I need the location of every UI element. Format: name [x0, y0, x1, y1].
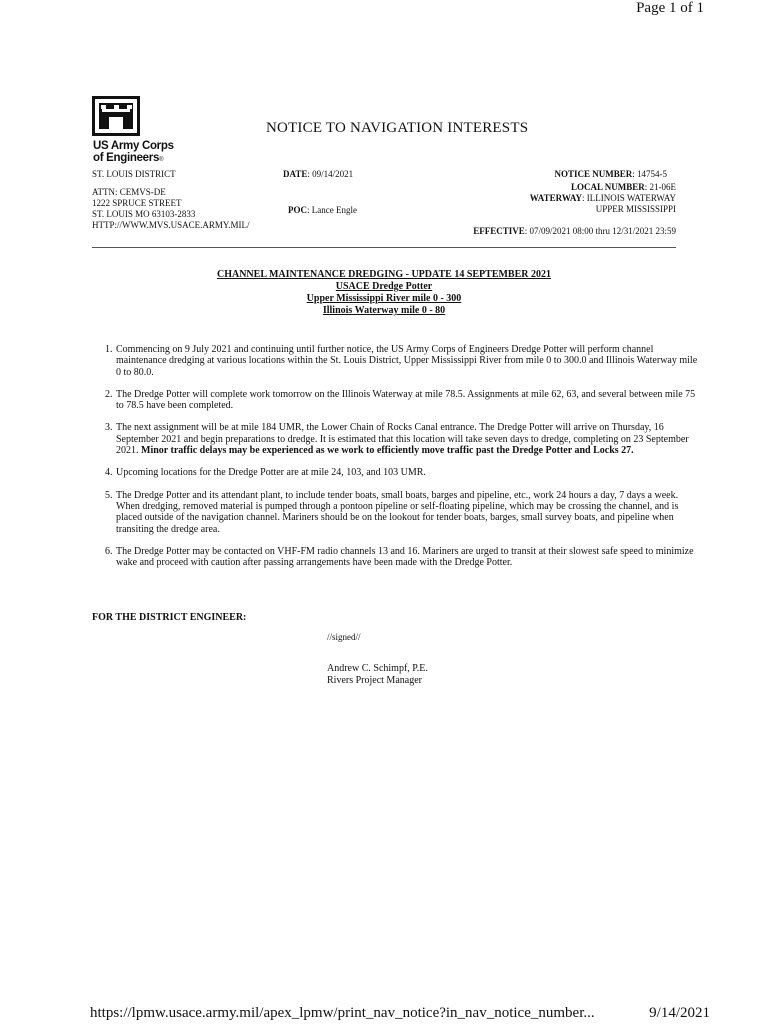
- subject-line-4: Illinois Waterway mile 0 - 80: [322, 305, 446, 316]
- effective-field: [473, 226, 676, 237]
- list-item: [115, 546, 699, 569]
- list-item: [115, 389, 699, 412]
- local-waterway-block: [530, 182, 676, 215]
- list-item: [115, 467, 699, 478]
- district: ST. LOUIS DISTRICT: [92, 169, 176, 179]
- notice-number-value: : 14754-5: [632, 169, 667, 179]
- signed-mark: //signed//: [327, 632, 361, 642]
- street-line: 1222 SPRUCE STREET: [92, 198, 182, 208]
- item-text: The Dredge Potter will complete work tomorrow on the Illinois Waterway at mile 78.5. Assignments at mile 62, 63, and several between mile 75 to 78.5 have been completed.: [116, 388, 696, 412]
- list-item: [115, 344, 699, 378]
- waterway-label: WATERWAY: [529, 193, 582, 203]
- subject-line-3: Upper Mississippi River mile 0 - 300: [306, 293, 462, 304]
- registered-mark: ®: [159, 157, 164, 163]
- effective-value: : 07/09/2021 08:00 thru 12/31/2021 23:59: [524, 226, 676, 236]
- signature-block: [327, 663, 428, 686]
- subject-line-1: CHANNEL MAINTENANCE DREDGING - UPDATE 14 SEPTEMBER 2021: [216, 269, 551, 280]
- page-url: https://lpmw.usace.army.mil/apex_lpmw/print_nav_notice?in_nav_notice_number...: [90, 1005, 595, 1021]
- website-link[interactable]: HTTP://WWW.MVS.USACE.ARMY.MIL/: [92, 220, 250, 230]
- waterway-value-2: UPPER MISSISSIPPI: [595, 204, 676, 214]
- item-text: Commencing on 9 July 2021 and continuing until further notice, the US Army Corps of Engineers Dredge Potter will perform channel maintenance dredging at various locations within the St. Louis District, Upper Mississippi River from mile 0 to 300.0 and Illinois Waterway mile 0 to 80.0.: [116, 344, 698, 378]
- poc-value: : Lance Engle: [307, 205, 357, 215]
- local-number-label: LOCAL NUMBER: [570, 182, 645, 192]
- subject-line-2: USACE Dredge Potter: [335, 281, 433, 292]
- print-date: 9/14/2021: [649, 1005, 710, 1021]
- local-number-field: [530, 182, 676, 193]
- city-line: ST. LOUIS MO 63103-2833: [92, 209, 196, 219]
- list-item: [115, 490, 699, 535]
- attn-line: ATTN: CEMVS-DE: [92, 187, 166, 197]
- signature-heading: FOR THE DISTRICT ENGINEER:: [92, 612, 247, 623]
- notice-number-field: [554, 169, 667, 180]
- page-title: NOTICE TO NAVIGATION INTERESTS: [266, 120, 529, 136]
- signer-title: Rivers Project Manager: [327, 674, 422, 686]
- item-text: The Dredge Potter may be contacted on VHF-FM radio channels 13 and 16. Mariners are urged to transit at their slowest safe speed to minimize wake and proceed with caution after passing arrangements have been made with the Dredge Potter.: [116, 545, 694, 569]
- agency-line-2-text: of Engineers: [93, 152, 160, 164]
- date-value: : 09/14/2021: [307, 169, 354, 179]
- notice-number-label: NOTICE NUMBER: [554, 169, 633, 179]
- waterway-value: : ILLINOIS WATERWAY: [582, 193, 676, 203]
- notice-items: [92, 344, 699, 579]
- local-number-value: : 21-06E: [644, 182, 676, 192]
- item-text: The next assignment will be at mile 184 UMR, the Lower Chain of Rocks Canal entrance. The Dredge Potter will arrive on Thursday, 16 September 2021 and begin preparations to dredge. It is estimated that this location will take seven days to dredge, completing on 23 September 2021.: [116, 422, 689, 457]
- waterway-field: [530, 193, 676, 204]
- item-text: Upcoming locations for the Dredge Potter are at mile 24, 103, and 103 UMR.: [116, 467, 426, 479]
- poc-label: POC: [288, 205, 307, 215]
- date-field: [283, 169, 353, 180]
- usace-castle-logo: [92, 96, 140, 136]
- agency-line-2: [93, 152, 174, 166]
- date-label: DATE: [283, 169, 308, 179]
- agency-line-1: US Army Corps: [93, 140, 174, 152]
- poc-field: [288, 205, 357, 216]
- item-bold-text: Minor traffic delays may be experienced as we work to efficiently move traffic past the Dredge Potter and Locks 27.: [141, 445, 634, 457]
- effective-label: EFFECTIVE: [473, 226, 525, 236]
- agency-name: [93, 140, 174, 166]
- item-text: The Dredge Potter and its attendant plant, to include tender boats, small boats, barges and pipeline, etc., work 24 hours a day, 7 days a week. When dredging, removed material is pumped through a pontoon pipeline or self-floating pipeline, which may be crossing the channel, and is placed outside of the navigation channel. Mariners should be on the lookout for tender boats, barges, small survey boats, and pipeline when transiting the dredge area.: [116, 489, 679, 535]
- address-block: [92, 187, 250, 231]
- signer-name: Andrew C. Schimpf, P.E.: [327, 663, 428, 674]
- list-item: [115, 422, 699, 456]
- page-number: Page 1 of 1: [636, 0, 704, 16]
- header-divider: [92, 247, 676, 248]
